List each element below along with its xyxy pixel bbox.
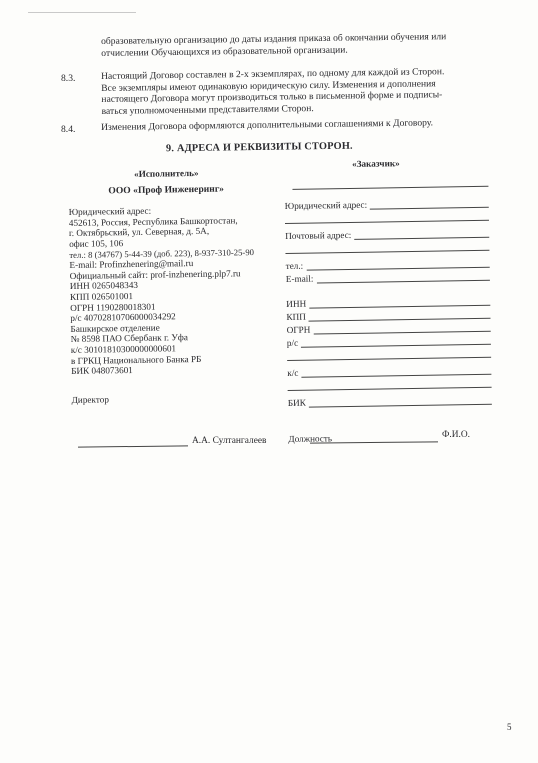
clause-8-4-text: Изменения Договора оформляются дополнительными соглашениями к Договору. [101, 117, 434, 133]
clause-8-2-continuation [101, 31, 446, 59]
executor-signature-line [78, 444, 188, 447]
executor-rs: р/с 40702810706000034292 [70, 311, 176, 324]
executor-bank-name: № 8598 ПАО Сбербанк г. Уфа [70, 332, 188, 345]
scan-artifact-line [28, 12, 136, 13]
customer-bik-field[interactable]: БИК [288, 391, 492, 407]
customer-email-field[interactable]: E-mail: [286, 267, 490, 283]
executor-phone: тел.: 8 (34767) 5-44-39 (доб. 223), 8-937-310-25-90 [69, 246, 255, 260]
executor-kpp: КПП 026501001 [69, 290, 134, 302]
clause-8-3-line-4: ваться уполномоченными представителями Сторон. [101, 102, 314, 117]
customer-ogrn-field[interactable]: ОГРН [287, 318, 491, 334]
intro-line-1: образовательную организацию до даты издания приказа об окончании обучения или [101, 31, 447, 47]
executor-website: Официальный сайт: prof-inzhenering.plp7.ru [69, 268, 241, 281]
executor-block [68, 167, 290, 406]
intro-line-2: отчислении Обучающихся из образовательной организации. [101, 44, 348, 59]
executor-ks: к/с 30101810300000000601 [70, 343, 177, 355]
executor-email: E-mail: Profinzhenering@mail.ru [69, 258, 194, 271]
executor-bik: БИК 048073601 [71, 365, 133, 377]
clause-8-4-number: 8.4. [61, 124, 76, 135]
clause-8-3-line-3: настоящего Договора могут производиться только в письменной форме и подписы- [101, 89, 443, 106]
clause-8-3-line-2: Все экземпляры имеют одинаковую юридическую силу. Изменения и дополнения [101, 77, 436, 94]
customer-ks-field[interactable]: к/с [287, 361, 491, 377]
customer-title: «Заказчик» [351, 158, 400, 169]
executor-signatory: А.А. Султангалеев [192, 436, 267, 446]
executor-line: 452613, Россия, Республика Башкортостан, [68, 215, 238, 228]
customer-block [284, 157, 492, 444]
section-title: 9. АДРЕСА И РЕКВИЗИТЫ СТОРОН. [165, 140, 353, 155]
customer-name-field[interactable] [292, 173, 488, 189]
executor-bank-branch: Башкирское отделение [70, 322, 160, 334]
executor-line: Юридический адрес: [68, 205, 152, 218]
executor-inn: ИНН 0265048343 [69, 280, 139, 292]
executor-title: «Исполнитель» [133, 167, 199, 179]
clause-8-3 [101, 66, 445, 117]
customer-rs-field[interactable]: р/с [287, 331, 491, 347]
customer-legal-address-field[interactable]: Юридический адрес: [285, 194, 489, 210]
customer-postal-address-field[interactable]: Почтовый адрес: [285, 224, 489, 240]
clause-8-3-line-1: Настоящий Договор составлен в 2-х экземплярах, по одному для каждой из Сторон. [101, 66, 445, 82]
executor-line: г. Октябрьский, ул. Северная, д. 5А, [68, 226, 210, 239]
customer-position-label: Должность [288, 432, 333, 444]
executor-company: ООО «Проф Инженеринг» [108, 183, 225, 196]
executor-rkc: в ГРКЦ Национального Банка РБ [70, 353, 202, 366]
customer-inn-field[interactable]: ИНН [286, 292, 490, 308]
customer-fio-label: Ф.И.О. [442, 430, 470, 440]
executor-ogrn: ОГРН 1190280018301 [70, 301, 156, 313]
clause-8-3-number: 8.3. [61, 73, 76, 84]
page-number: 5 [507, 722, 512, 732]
customer-phone-field[interactable]: тел.: [286, 254, 490, 270]
executor-line: офис 105, 106 [69, 238, 124, 249]
customer-signature-line[interactable] [310, 440, 438, 443]
executor-position: Директор [71, 394, 109, 405]
customer-kpp-field[interactable]: КПП [286, 305, 490, 321]
clause-8-4 [101, 117, 433, 133]
